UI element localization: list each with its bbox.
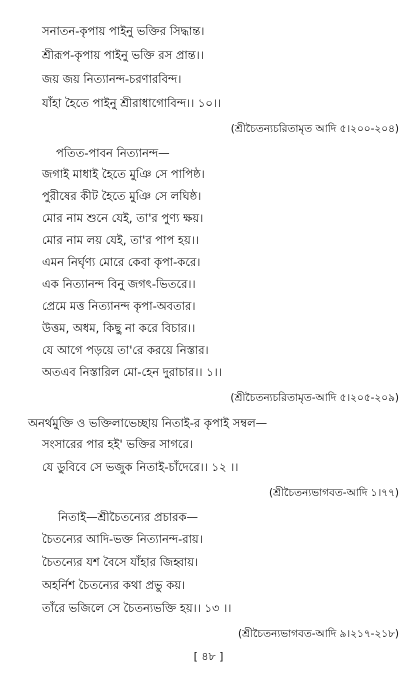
page-number: [ ৪৮ ] — [193, 650, 224, 663]
verse-line: যে আগে পড়য়ে তা'রে করয়ে নিস্তার। — [42, 343, 209, 357]
verse-line: জগাই মাধাই হৈতে মুঞি সে পাপিষ্ঠ। — [42, 167, 205, 181]
verse-line: এক নিত্যানন্দ বিনু জগৎ-ভিতরে।। — [42, 277, 196, 291]
section-heading: নিতাই—শ্রীচৈতন্যের প্রচারক— — [58, 510, 199, 524]
verse-line: অতএব নিস্তারিল মো-হেন দুরাচার।। ১।। — [42, 365, 222, 379]
section-heading: অনর্থমুক্তি ও ভক্তিলাভেচ্ছায় নিতাই-র কৃপাই সম্বল— — [28, 416, 268, 430]
verse-line: চৈতন্যের আদি-ভক্ত নিত্যানন্দ-রায়। — [42, 532, 203, 546]
verse-line: জয় জয় নিত্যানন্দ-চরণারবিন্দ। — [42, 72, 182, 86]
citation: (শ্রীচৈতন্যভাগবত-আদি ৯।২১৭-২১৮) — [237, 628, 399, 640]
verse-line: এমন নির্ঘৃণ্য মোরে কেবা কৃপা-করে। — [42, 255, 201, 269]
verse-line: সংসারের পার হই' ভক্তির সাগরে। — [42, 437, 193, 451]
section-heading: পতিত-পাবন নিত্যানন্দ— — [56, 146, 170, 160]
citation: (শ্রীচৈতন্যচরিতামৃত-আদি ৫।২০৫-২০৯) — [230, 392, 399, 404]
verse-line: অহর্নিশ চৈতন্যের কথা প্রভু কয়। — [42, 578, 186, 592]
verse-line: যে ডুবিবে সে ভজুক নিতাই-চাঁদেরে।। ১২ ।। — [42, 460, 239, 474]
verse-line: চৈতন্যের যশ বৈসে যাঁহার জিহ্বায়। — [42, 555, 199, 569]
verse-line: তাঁরে ভজিলে সে চৈতন্যভক্তি হয়।। ১৩ ।। — [42, 601, 232, 615]
verse-line: মোর নাম শুনে যেই, তা'র পুণ্য ক্ষয়। — [42, 211, 204, 225]
citation: (শ্রীচৈতন্যভাগবত-আদি ১।৭৭) — [269, 487, 399, 499]
verse-line: পুরীষের কীট হৈতে মুঞি সে লঘিষ্ঠ। — [42, 189, 202, 203]
verse-line: শ্রীরূপ-কৃপায় পাইনু ভক্তি রস প্রান্ত।। — [42, 48, 204, 62]
verse-line: প্রেমে মত্ত নিত্যানন্দ কৃপা-অবতার। — [42, 299, 196, 313]
verse-line: মোর নাম লয় যেই, তা'র পাপ হয়।। — [42, 233, 199, 247]
verse-line: যাঁহা হৈতে পাইনু শ্রীরাধাগোবিন্দ।। ১০।। — [42, 96, 222, 110]
verse-line: উত্তম, অধম, কিছু না করে বিচার।। — [42, 321, 196, 335]
citation: (শ্রীচৈতন্যচরিতামৃত আদি ৫।২০০-২০৪) — [230, 123, 399, 135]
verse-line: সনাতন-কৃপায় পাইনু ভক্তির সিদ্ধান্ত। — [42, 24, 205, 38]
